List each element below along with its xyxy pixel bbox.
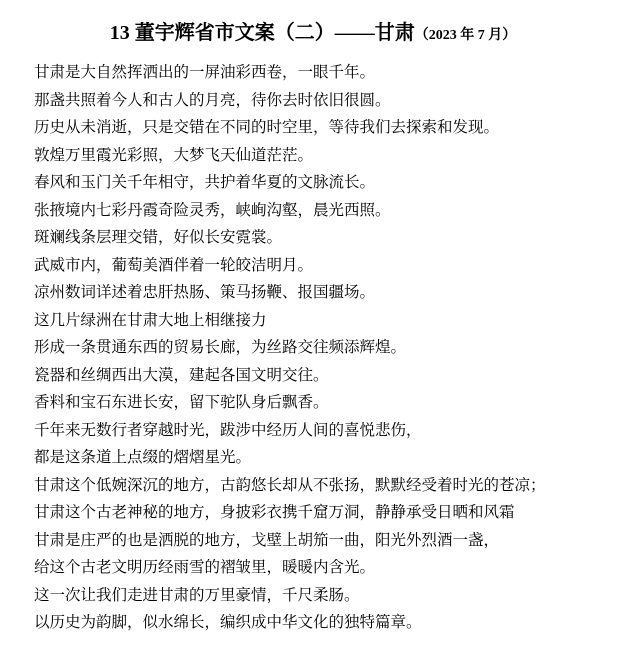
paragraph: 给这个古老文明历经雨雪的褶皱里，暖暖内含光。: [34, 559, 376, 576]
paragraph: 张掖境内七彩丹霞奇险灵秀，峡峋沟壑，晨光西照。: [34, 201, 391, 219]
document-body: [14, 59, 612, 637]
paragraph: 那盏共照着今人和古人的月亮，待你去时依旧很圆。: [34, 91, 391, 109]
paragraph: 瓷器和丝绸西出大漠，建起各国文明交往。: [34, 366, 329, 384]
paragraph: 武威市内，葡萄美酒伴着一轮皎洁明月。: [34, 256, 314, 274]
paragraph: 形成一条贯通东西的贸易长廊，为丝路交往频添辉煌。: [34, 339, 407, 356]
paragraph: 都是这条道上点缀的熠熠星光。: [34, 449, 252, 466]
paragraph: 甘肃这个低婉深沉的地方，古韵悠长却从不张扬，默默经受着时光的苍凉；: [34, 476, 546, 494]
paragraph: 敦煌万里霞光彩照，大梦飞天仙道茫茫。: [34, 146, 314, 164]
paragraph: 甘肃是大自然挥洒出的一屏油彩西卷，一眼千年。: [34, 64, 376, 81]
paragraph: 这几片绿洲在甘肃大地上相继接力: [34, 311, 267, 329]
paragraph: 以历史为韵脚，似水绵长，编织成中华文化的独特篇章。: [34, 614, 422, 631]
paragraph: 春风和玉门关千年相守，共护着华夏的文脉流长。: [34, 174, 376, 191]
page-title: [14, 16, 612, 45]
page-title-main: 13 董宇辉省市文案（二）——甘肃: [109, 22, 415, 44]
page-title-date: （2023 年 7 月）: [414, 28, 517, 43]
paragraph: 这一次让我们走进甘肃的万里豪情，千尺柔肠。: [34, 586, 360, 604]
paragraph: 千年来无数行者穿越时光，跋涉中经历人间的喜悦悲伤，: [34, 421, 422, 439]
paragraph: 香料和宝石东进长安，留下驼队身后飘香。: [34, 394, 329, 411]
paragraph: 斑斓线条层理交错，好似长安霓裳。: [34, 229, 283, 246]
paragraph: 历史从未消逝，只是交错在不同的时空里，等待我们去探索和发现。: [34, 119, 500, 136]
paragraph: 甘肃是庄严的也是洒脱的地方，戈壁上胡笳一曲，阳光外烈酒一盏，: [34, 531, 500, 549]
paragraph: 凉州数词详述着忠肝热肠、策马扬鞭、报国疆场。: [34, 284, 376, 301]
paragraph: 甘肃这个古老神秘的地方，身披彩衣携千窟万洞，静静承受日晒和风霜: [34, 504, 515, 521]
